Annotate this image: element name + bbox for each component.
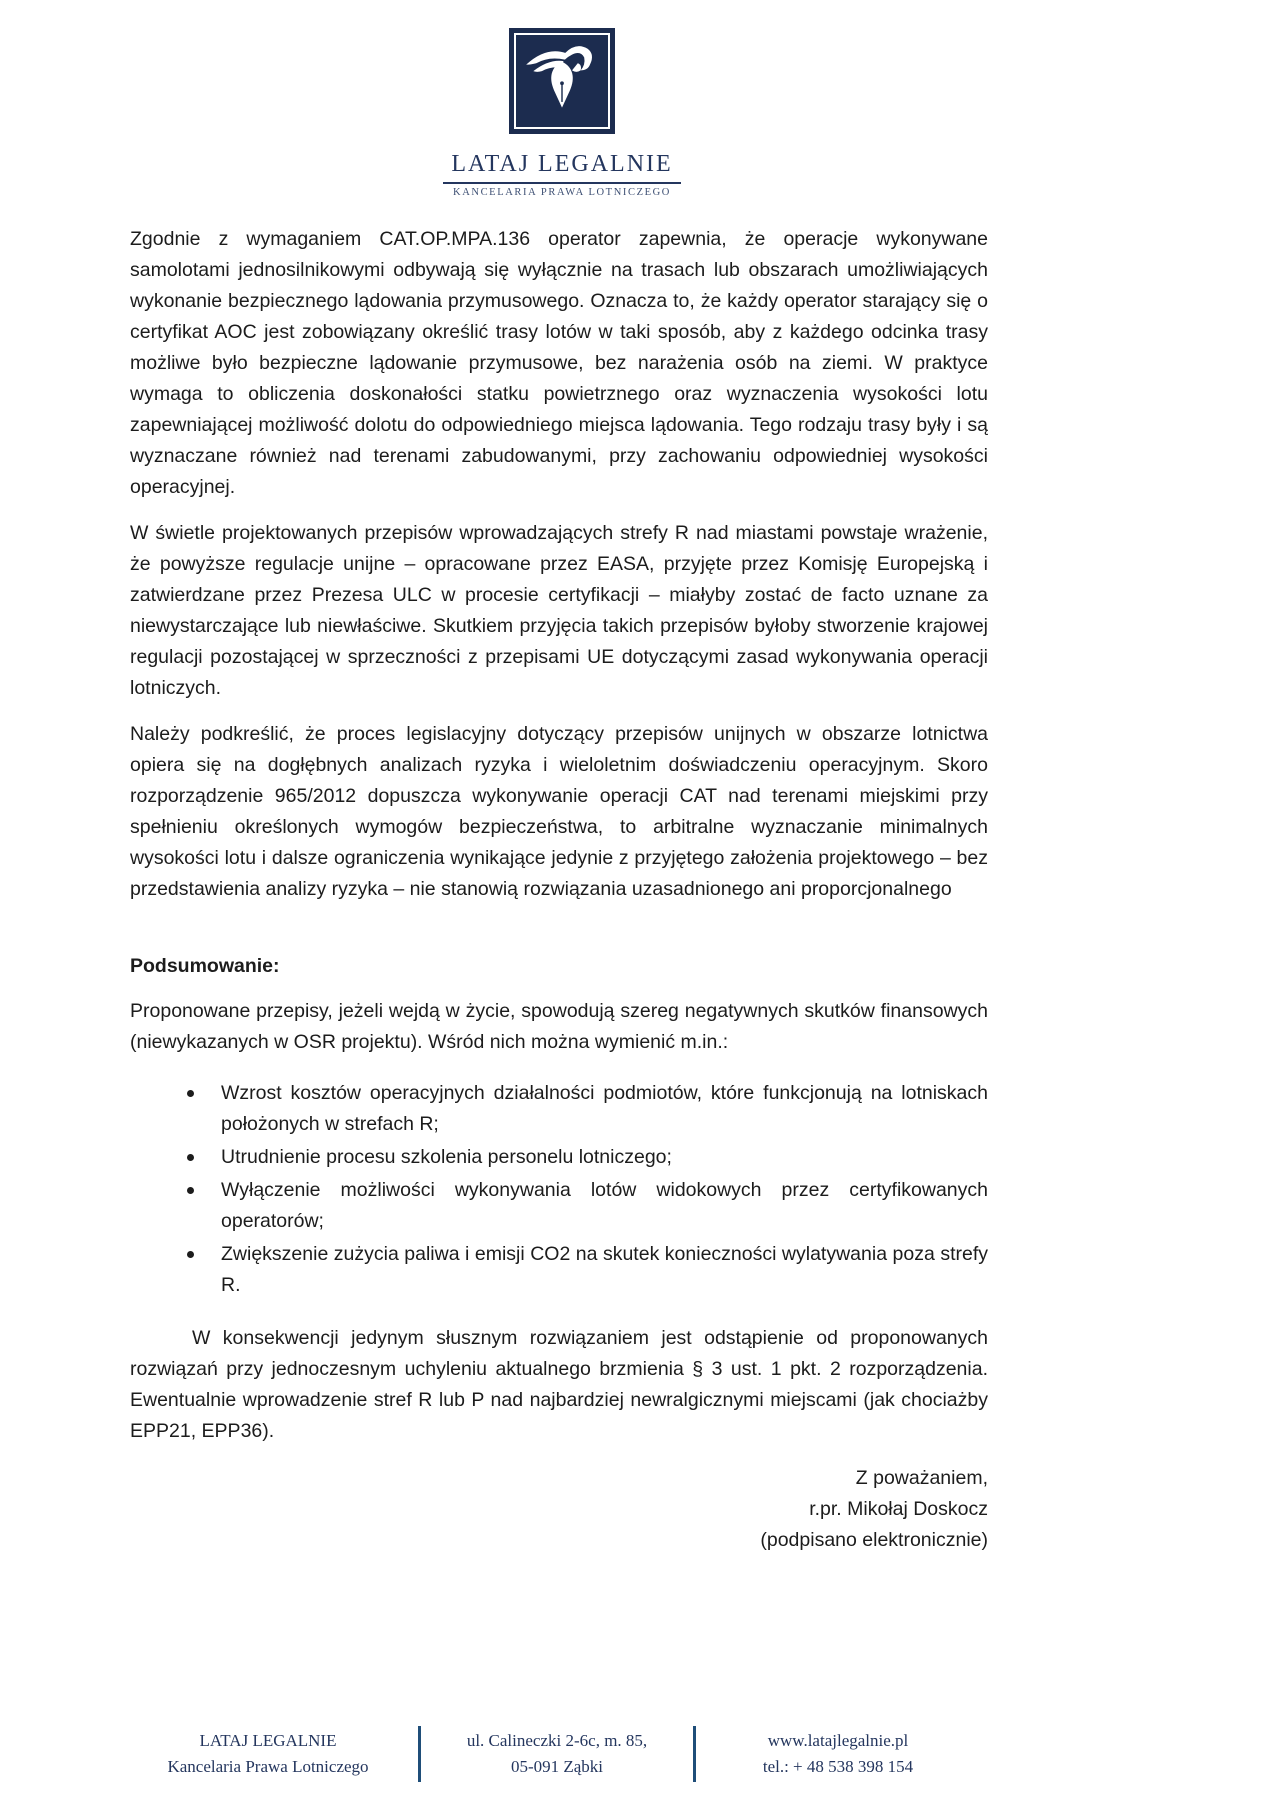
paragraph-1: Zgodnie z wymaganiem CAT.OP.MPA.136 operator zapewnia, że operacje wykonywane samolotami jednosilnikowymi odbywają się wyłącznie na trasach lub obszarach umożliwiających wykonanie bezpiecznego lądowania przymusowego. Oznacza to, że każdy operator starający się o certyfikat AOC jest zobowiązany określić trasy lotów w taki sposób, aby z każdego odcinka trasy możliwe było bezpieczne lądowanie przymusowe, bez narażenia osób na ziemi. W praktyce wymaga to obliczenia doskonałości statku powietrznego oraz wyznaczenia wysokości lotu zapewniającej możliwość dolotu do odpowiedniego miejsca lądowania. Tego rodzaju trasy były i są wyznaczane również nad terenami zabudowanymi, przy zachowaniu odpowiedniej wysokości operacyjnej. — [130, 228, 988, 498]
list-item — [130, 1078, 988, 1140]
footer-contact-column — [696, 1728, 980, 1780]
letter-body — [130, 224, 988, 1556]
bullet-text: Zwiększenie zużycia paliwa i emisji CO2 na skutek konieczności wylatywania poza strefy R. — [221, 1243, 988, 1296]
list-item — [130, 1175, 988, 1237]
bullet-text: Wyłączenie możliwości wykonywania lotów widokowych przez certyfikowanych operatorów; — [221, 1179, 988, 1232]
bullet-icon — [187, 1251, 194, 1258]
summary-intro: Proponowane przepisy, jeżeli wejdą w życie, spowodują szereg negatywnych skutków finansowych (niewykazanych w OSR projektu). Wśród nich można wymienić m.in.: — [130, 1000, 988, 1053]
footer-firm-subtitle: Kancelaria Prawa Lotniczego — [167, 1757, 369, 1776]
footer-firm-name: LATAJ LEGALNIE — [199, 1731, 337, 1750]
conclusion-paragraph: W konsekwencji jedynym słusznym rozwiązaniem jest odstąpienie od proponowanych rozwiązań przy jednoczesnym uchyleniu aktualnego brzmienia § 3 ust. 1 pkt. 2 rozporządzenia. Ewentualnie wprowadzenie stref R lub P nad najbardziej newralgicznymi miejscami (jak chociażby EPP21, EPP36). — [130, 1327, 988, 1442]
closing-signature-note: (podpisano elektronicznie) — [760, 1529, 988, 1551]
footer-address-column — [421, 1728, 693, 1780]
brand-tagline-rule — [443, 182, 681, 198]
brand-name: LATAJ LEGALNIE — [451, 151, 673, 177]
paragraph-3: Należy podkreślić, że proces legislacyjny dotyczący przepisów unijnych w obszarze lotnictwa opiera się na dogłębnych analizach ryzyka i wieloletnim doświadczeniu operacyjnym. Skoro rozporządzenie 965/2012 dopuszcza wykonywanie operacji CAT nad terenami miejskimi przy spełnieniu określonych wymogów bezpieczeństwa, to arbitralne wyznaczanie minimalnych wysokości lotu i dalsze ograniczenia wynikające jedynie z przyjętego założenia projektowego – bez przedstawienia analizy ryzyka – nie stanowią rozwiązania uzasadnionego ani proporcjonalnego — [130, 723, 988, 900]
logo-inner-frame — [514, 33, 610, 129]
bullet-icon — [187, 1187, 194, 1194]
closing-signatory: r.pr. Mikołaj Doskocz — [809, 1498, 988, 1520]
summary-heading: Podsumowanie: — [130, 955, 280, 977]
letterhead — [134, 0, 990, 198]
bullet-text: Utrudnienie procesu szkolenia personelu lotniczego; — [221, 1146, 672, 1168]
letter-footer — [118, 1726, 988, 1782]
firm-logo — [509, 28, 615, 134]
closing-salutation: Z poważaniem, — [855, 1467, 988, 1489]
closing-block — [130, 1463, 988, 1556]
summary-bullet-list — [130, 1078, 988, 1301]
footer-address-line1: ul. Calineczki 2-6c, m. 85, — [466, 1731, 648, 1750]
footer-phone: tel.: + 48 538 398 154 — [762, 1757, 914, 1776]
list-item — [130, 1142, 988, 1173]
brand-tagline: KANCELARIA PRAWA LOTNICZEGO — [453, 187, 671, 198]
bullet-icon — [187, 1154, 194, 1161]
list-item — [130, 1239, 988, 1301]
footer-address-line2: 05-091 Ząbki — [510, 1757, 604, 1776]
winged-pen-nib-icon — [519, 36, 605, 127]
bullet-text: Wzrost kosztów operacyjnych działalności podmiotów, które funkcjonują na lotniskach położonych w strefach R; — [221, 1082, 988, 1135]
bullet-icon — [187, 1090, 194, 1097]
footer-firm-column — [118, 1728, 418, 1780]
paragraph-2: W świetle projektowanych przepisów wprowadzających strefy R nad miastami powstaje wrażenie, że powyższe regulacje unijne – opracowane przez EASA, przyjęte przez Komisję Europejską i zatwierdzane przez Prezesa ULC w procesie certyfikacji – miałyby zostać de facto uznane za niewystarczające lub niewłaściwe. Skutkiem przyjęcia takich przepisów byłoby stworzenie krajowej regulacji pozostającej w sprzeczności z przepisami UE dotyczącymi zasad wykonywania operacji lotniczych. — [130, 522, 988, 699]
footer-website: www.latajlegalnie.pl — [767, 1731, 909, 1750]
